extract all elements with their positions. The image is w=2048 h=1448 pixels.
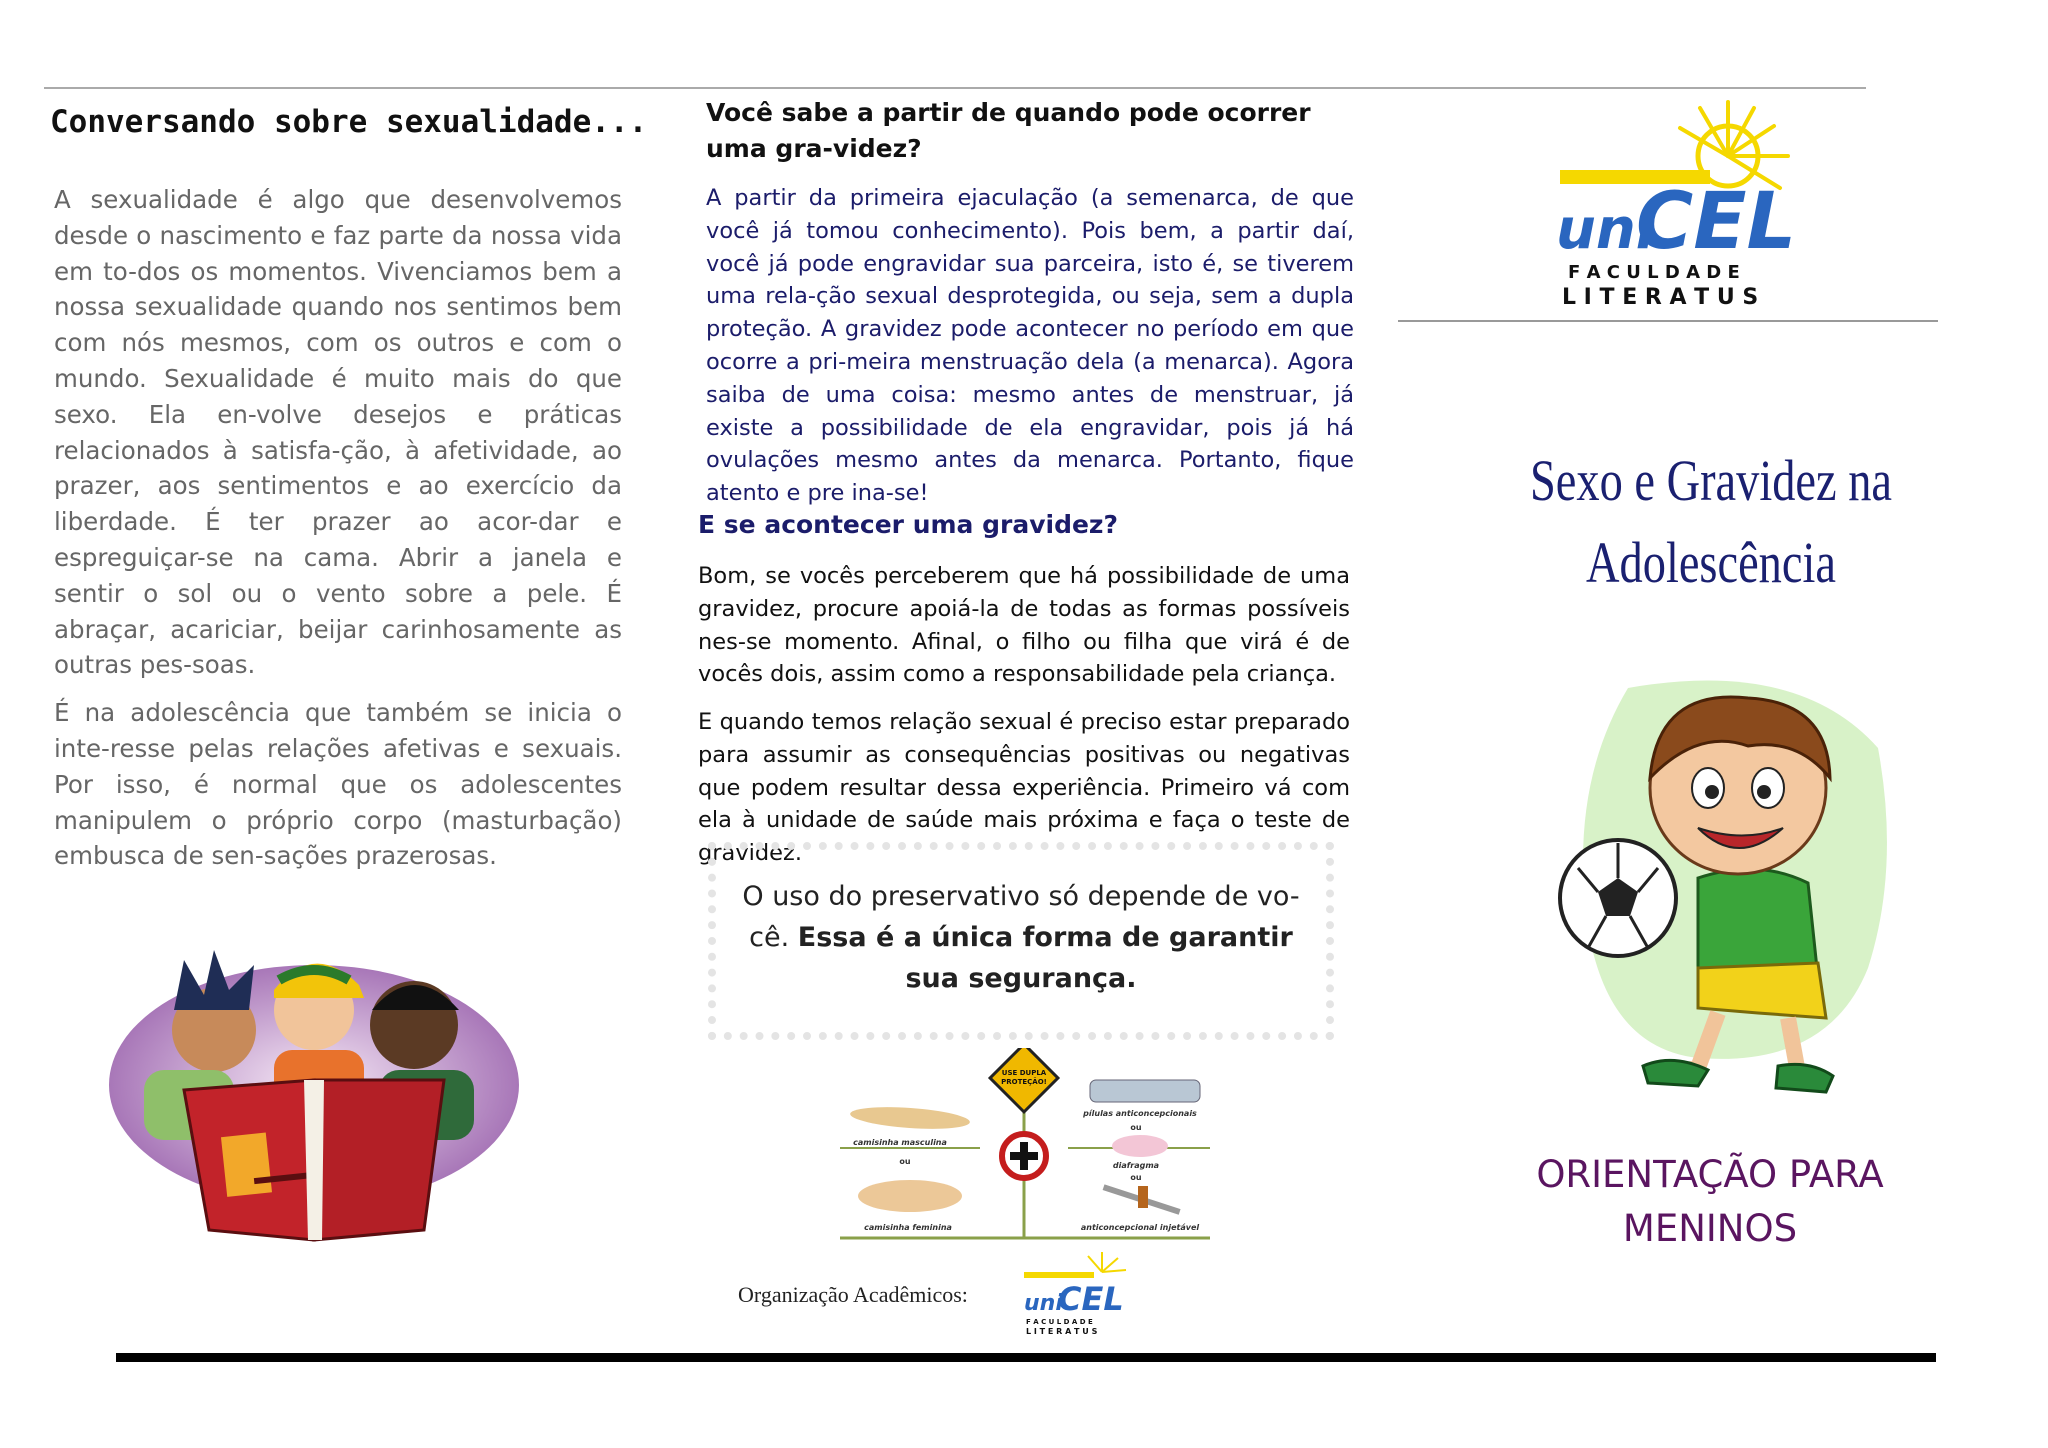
male-condom-label: camisinha masculina [853,1138,947,1147]
boy-football-illustration [1548,668,1900,1100]
injectable-label: anticoncepcional injetável [1080,1223,1200,1232]
logo-cel-text: CEL [1058,1280,1124,1318]
logo-line2: L I T E R A T U S [1562,285,1759,310]
sign-line-1: USE DUPLA [1001,1069,1047,1077]
logo-line2: L I T E R A T U S [1026,1327,1098,1336]
pills-label: pílulas anticoncepcionais [1083,1109,1197,1118]
condom-quote [730,876,1312,999]
kids-reading-illustration [104,920,534,1250]
or-label: ou [899,1157,911,1166]
pregnancy-heading: E se acontecer uma gravidez? [698,510,1118,539]
bottom-divider [116,1353,1936,1362]
or-label: ou [1130,1173,1142,1182]
subtitle-line-1: ORIENTAÇÃO PARA [1536,1153,1884,1196]
logo-uni-text: uni [1556,197,1655,262]
diaphragm-label: diafragma [1112,1161,1160,1170]
question-answer: A partir da primeira ejaculação (a semenarca, de que você já tomou conhecimento). Pois bem, a partir daí, você já pode engravidar sua parceira, isto é, se tiverem uma rela-ção sexual desprotegida, ou seja, sem a dupla proteção. A gravidez pode acontecer no período em que ocorre a pri-meira menstruação dela (a menarca). Agora saiba de uma coisa: mesmo antes de menstruar, já existe a possibilidade de ela engravidar, pois já há ovulações mesmo antes da menarca. Portanto, fique atento e pre ina-se! [706,185,1354,507]
or-label: ou [1130,1123,1142,1132]
paragraph: A sexualidade é algo que desenvolvemos desde o nascimento e faz parte da nossa vida em to-dos os momentos. Vivenciamos bem a nossa sexualidade quando nos sentimos bem com nós mesmos, com os outros e com o mundo. Sexualidade é muito mais do que sexo. Ela en-volve desejos e práticas relacionados à satisfa-ção, à afetividade, ao prazer, aos sentimentos e ao exercício da liberdade. É ter prazer ao acor-dar e espreguiçar-se na cama. Abrir a janela e sentir o sol ou o vento sobre a pele. É abraçar, acariciar, beijar carinhosamente as outras pes-soas. [54,185,622,680]
female-condom-label: camisinha feminina [864,1223,952,1232]
section-title: Conversando sobre sexualidade... [50,104,648,140]
brochure-title [1525,440,1898,604]
subtitle-line-2: MENINOS [1622,1207,1798,1250]
title-line-1: Sexo e Gravidez na [1529,448,1893,513]
quote-bold: Essa é a única forma de garantir sua segurança. [797,922,1293,994]
logo-divider [1398,320,1938,322]
quote-plain: O uso do preservativo só depende de vo-cê. [742,881,1300,953]
paragraph: Bom, se vocês perceberem que há possibilidade de uma gravidez, procure apoiá-la de todas as formas possíveis nes-se momento. Afinal, o filho ou filha que virá é de vocês dois, assim como a responsabilidade pela criança. [698,563,1350,688]
paragraph: É na adolescência que também se inicia o inte-resse pelas relações afetivas e sexuais. Por isso, é normal que os adolescentes manipulem o próprio corpo (masturbação) embusca de sen-sações prazerosas. [54,698,622,871]
sign-line-2: PROTEÇÃO! [1001,1078,1047,1086]
unicel-logo-small [1022,1250,1132,1342]
brochure-subtitle [1470,1148,1950,1256]
logo-uni-text: uni [1024,1291,1063,1316]
sexuality-text [54,182,622,886]
unicel-logo [1548,98,1808,310]
paragraph: E quando temos relação sexual é preciso estar preparado para assumir as consequências positivas ou negativas que podem resultar dessa experiência. Primeiro vá com ela à unidade de saúde mais próxima e faça o teste de gravidez. [698,709,1350,867]
double-protection-diagram [840,1048,1210,1240]
title-line-2: Adolescência [1586,530,1836,595]
logo-line1: F A C U L D A D E [1026,1318,1093,1326]
organization-label: Organização Acadêmicos: [738,1282,968,1307]
logo-line1: F A C U L D A D E [1568,262,1740,283]
question-heading: Você sabe a partir de quando pode ocorrer uma gra-videz? [706,98,1311,163]
logo-cel-text: CEL [1636,177,1797,267]
top-divider [44,87,1866,89]
